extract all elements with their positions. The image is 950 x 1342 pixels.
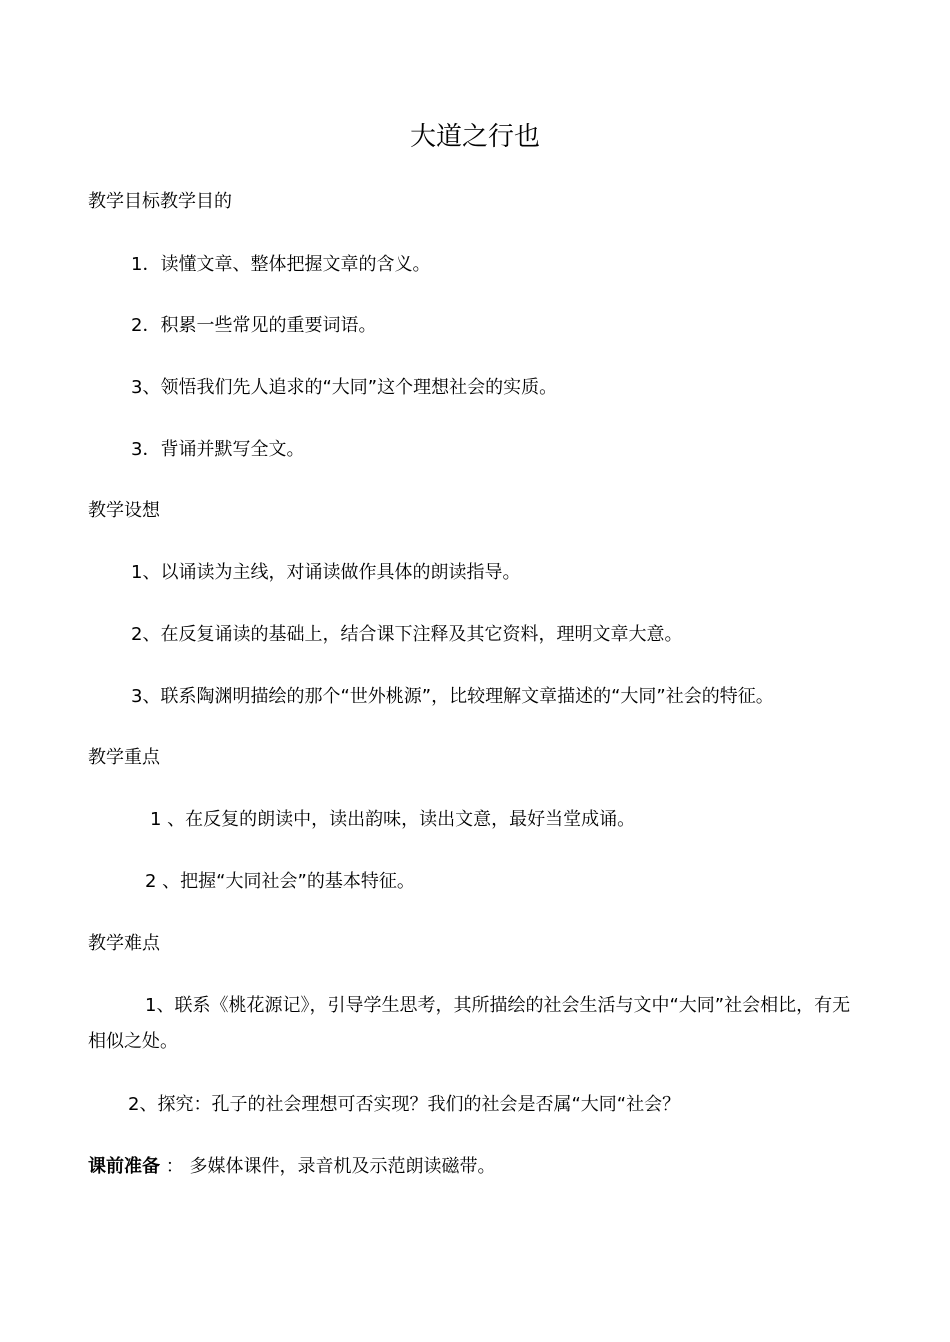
section-heading-key-points: 教学重点 (88, 747, 160, 768)
objective-item-1: 1．读懂文章、整体把握文章的含义。 (131, 254, 431, 275)
objective-item-2: 2．积累一些常见的重要词语。 (131, 315, 377, 336)
design-item-3: 3、联系陶渊明描绘的那个“世外桃源”，比较理解文章描述的“大同”社会的特征。 (131, 686, 774, 707)
design-item-1: 1、以诵读为主线，对诵读做作具体的朗读指导。 (131, 562, 521, 583)
section-heading-design: 教学设想 (88, 500, 160, 521)
key-point-item-1: 1 、在反复的朗读中，读出韵味，读出文意，最好当堂成诵。 (150, 809, 636, 830)
key-point-item-2: 2 、把握“大同社会”的基本特征。 (145, 871, 415, 892)
preparation-text: 多媒体课件，录音机及示范朗读磁带。 (189, 1156, 496, 1177)
preparation-label: 课前准备 (88, 1156, 160, 1177)
difficulty-item-1: 1、联系《桃花源记》，引导学生思考，其所描绘的社会生活与文中“大同”社会相比，有无相似之处。 (88, 995, 851, 1052)
preparation-line (88, 1155, 495, 1179)
difficulty-item-2: 2、探究：孔子的社会理想可否实现？我们的社会是否属“大同“社会？ (128, 1094, 681, 1115)
design-item-2: 2、在反复诵读的基础上，结合课下注释及其它资料，理明文章大意。 (131, 624, 683, 645)
section-heading-objectives: 教学目标教学目的 (88, 191, 232, 212)
objective-item-4: 3．背诵并默写全文。 (131, 439, 305, 460)
section-heading-difficulties: 教学难点 (88, 933, 160, 954)
document-title: 大道之行也 (409, 122, 540, 152)
objective-item-3: 3、领悟我们先人追求的“大同”这个理想社会的实质。 (131, 377, 558, 398)
preparation-separator: ： (165, 1156, 184, 1177)
